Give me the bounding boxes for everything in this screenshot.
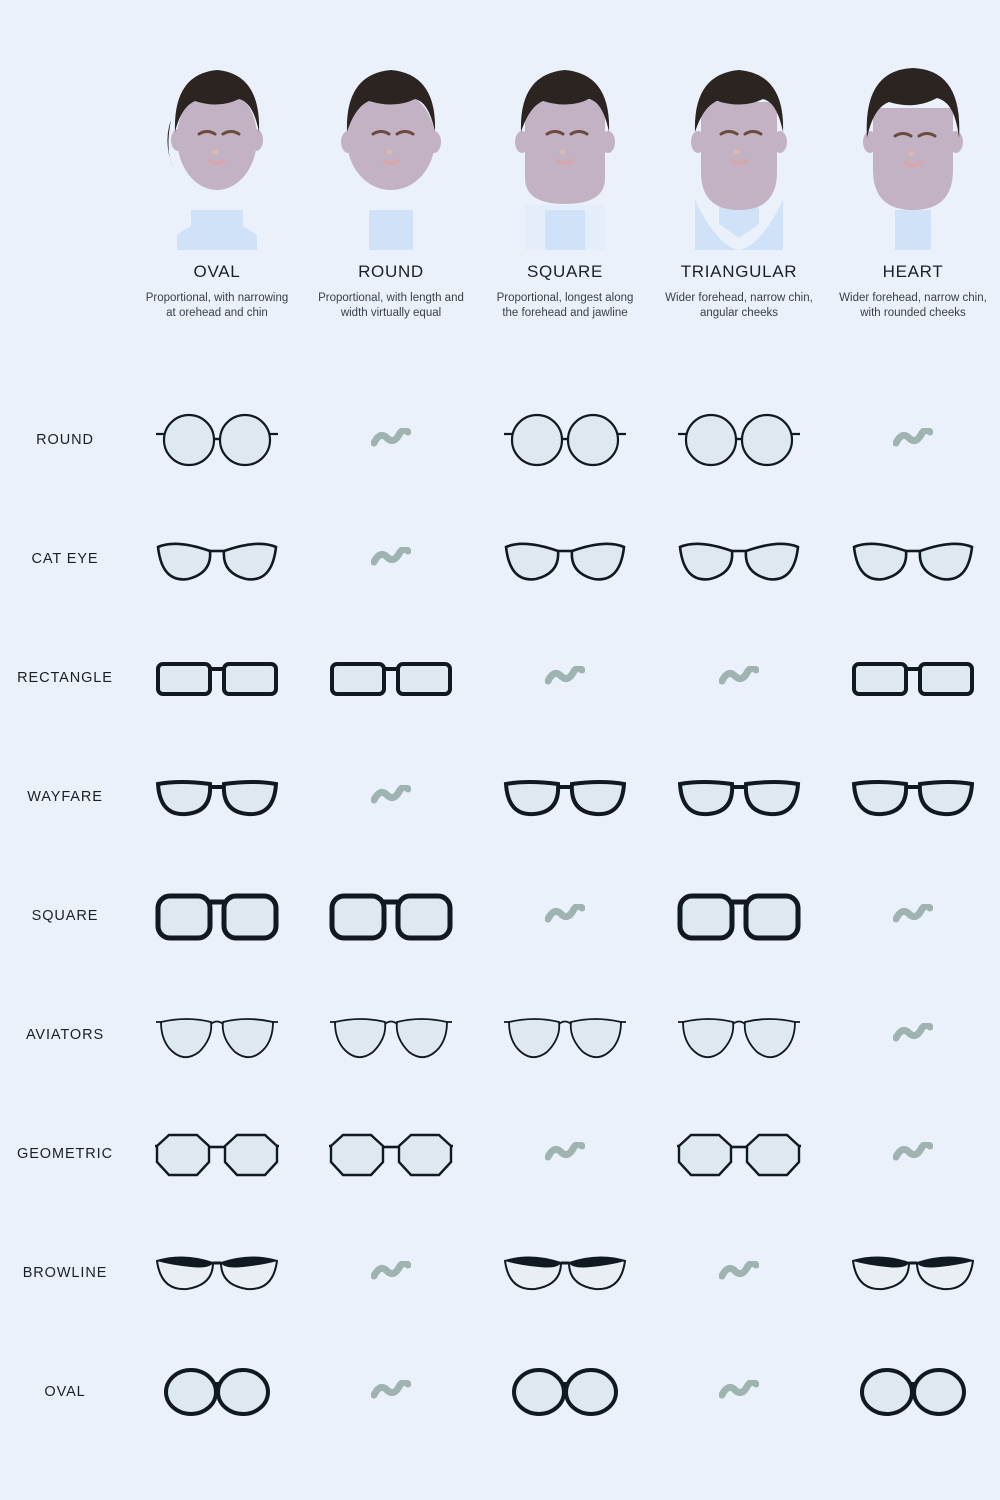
cell-browline-square [478,1213,652,1332]
cell-geometric-oval [130,1094,304,1213]
wayfare-glasses-icon [150,772,284,822]
browline-glasses-icon [501,1249,629,1297]
geometric-glasses-icon [677,1127,801,1181]
cell-oval-square [478,1332,652,1451]
cell-oval-triangular [652,1332,826,1451]
cell-cat-eye-square [478,499,652,618]
cat-eye-glasses-icon [674,531,804,587]
frame-style-label: CAT EYE [31,550,99,567]
face-square-illustration [495,60,635,250]
cell-square-triangular [652,856,826,975]
matrix-row-geometric [0,1094,1000,1213]
cell-round-heart [826,380,1000,499]
squiggle-icon [371,428,411,452]
cell-round-oval [130,380,304,499]
squiggle-icon [893,1023,933,1047]
geometric-glasses-icon [155,1127,279,1181]
frame-style-label: RECTANGLE [17,669,113,686]
oval-glasses-icon [161,1364,273,1420]
aviator-glasses-icon [503,1008,627,1062]
cell-aviators-heart [826,975,1000,1094]
cell-browline-triangular [652,1213,826,1332]
face-types-row [130,60,1000,321]
cell-aviators-oval [130,975,304,1094]
squiggle-icon [719,1380,759,1404]
cell-cat-eye-round [304,499,478,618]
browline-glasses-icon [153,1249,281,1297]
wayfare-glasses-icon [498,772,632,822]
matrix-row-rectangle [0,618,1000,737]
round-glasses-icon [503,413,627,467]
cat-eye-glasses-icon [152,531,282,587]
face-round-illustration [321,60,461,250]
cell-round-square [478,380,652,499]
browline-glasses-icon [849,1249,977,1297]
rectangle-glasses-icon [849,654,977,702]
rectangle-glasses-icon [153,654,281,702]
frame-style-label: BROWLINE [22,1264,108,1281]
square-glasses-icon [152,888,282,944]
face-type-round [304,60,478,321]
cell-wayfare-triangular [652,737,826,856]
face-type-square [478,60,652,321]
cell-square-heart [826,856,1000,975]
face-type-title: ROUND [358,262,424,281]
aviator-glasses-icon [677,1008,801,1062]
face-type-title: SQUARE [527,262,603,281]
cell-geometric-square [478,1094,652,1213]
squiggle-icon [719,666,759,690]
square-glasses-icon [326,888,456,944]
face-heart-illustration [843,60,983,250]
face-type-title: HEART [882,262,944,281]
cat-eye-glasses-icon [848,531,978,587]
matrix-row-square [0,856,1000,975]
cell-cat-eye-triangular [652,499,826,618]
cell-oval-round [304,1332,478,1451]
cell-oval-oval [130,1332,304,1451]
face-type-heart [826,60,1000,321]
cell-rectangle-heart [826,618,1000,737]
squiggle-icon [545,666,585,690]
cell-round-round [304,380,478,499]
cell-oval-heart [826,1332,1000,1451]
frame-style-label: OVAL [44,1383,86,1400]
matrix-row-browline [0,1213,1000,1332]
matrix-row-cat-eye [0,499,1000,618]
squiggle-icon [371,785,411,809]
wayfare-glasses-icon [672,772,806,822]
face-triangular-illustration [669,60,809,250]
cell-wayfare-round [304,737,478,856]
cell-rectangle-round [304,618,478,737]
square-glasses-icon [674,888,804,944]
cell-browline-round [304,1213,478,1332]
face-oval-illustration [147,60,287,250]
round-glasses-icon [677,413,801,467]
wayfare-glasses-icon [846,772,980,822]
oval-glasses-icon [509,1364,621,1420]
face-type-description: Wider forehead, narrow chin, with rounded cheeks [839,292,987,319]
frame-style-matrix [0,380,1000,1451]
cell-geometric-heart [826,1094,1000,1213]
cell-wayfare-heart [826,737,1000,856]
cell-browline-heart [826,1213,1000,1332]
matrix-row-wayfare [0,737,1000,856]
cell-browline-oval [130,1213,304,1332]
cell-wayfare-oval [130,737,304,856]
face-type-description: Proportional, longest along the forehead and jawline [496,292,634,319]
face-type-description: Proportional, with length and width virtually equal [318,292,464,319]
face-type-title: TRIANGULAR [680,262,798,281]
squiggle-icon [545,904,585,928]
cat-eye-glasses-icon [500,531,630,587]
squiggle-icon [371,547,411,571]
matrix-row-round [0,380,1000,499]
cell-square-square [478,856,652,975]
face-type-description: Wider forehead, narrow chin, angular cheeks [665,292,813,319]
cell-geometric-triangular [652,1094,826,1213]
oval-glasses-icon [857,1364,969,1420]
cell-aviators-round [304,975,478,1094]
face-type-triangular [652,60,826,321]
cell-square-oval [130,856,304,975]
cell-cat-eye-oval [130,499,304,618]
squiggle-icon [893,904,933,928]
frame-style-label: WAYFARE [27,788,103,805]
geometric-glasses-icon [329,1127,453,1181]
cell-aviators-triangular [652,975,826,1094]
frame-style-label: ROUND [36,431,94,448]
face-type-title: OVAL [193,262,241,281]
frame-style-label: GEOMETRIC [17,1145,113,1162]
cell-round-triangular [652,380,826,499]
cell-aviators-square [478,975,652,1094]
squiggle-icon [545,1142,585,1166]
aviator-glasses-icon [329,1008,453,1062]
matrix-row-oval [0,1332,1000,1451]
squiggle-icon [893,1142,933,1166]
squiggle-icon [719,1261,759,1285]
squiggle-icon [371,1261,411,1285]
cell-rectangle-oval [130,618,304,737]
squiggle-icon [893,428,933,452]
cell-square-round [304,856,478,975]
cell-cat-eye-heart [826,499,1000,618]
cell-wayfare-square [478,737,652,856]
aviator-glasses-icon [155,1008,279,1062]
cell-geometric-round [304,1094,478,1213]
cell-rectangle-square [478,618,652,737]
face-type-description: Proportional, with narrowing at orehead and chin [145,292,289,319]
frame-style-label: SQUARE [31,907,99,924]
face-type-oval [130,60,304,321]
round-glasses-icon [155,413,279,467]
cell-rectangle-triangular [652,618,826,737]
frame-style-label: AVIATORS [25,1026,105,1043]
rectangle-glasses-icon [327,654,455,702]
matrix-row-aviators [0,975,1000,1094]
squiggle-icon [371,1380,411,1404]
